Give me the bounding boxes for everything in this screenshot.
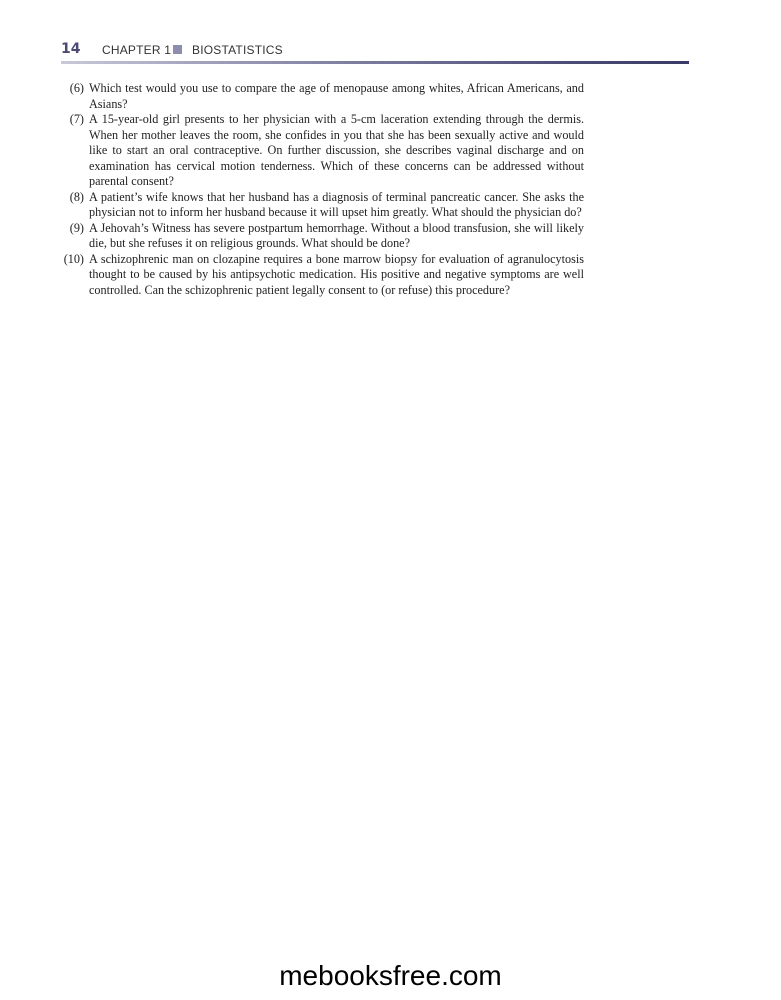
header-rule	[61, 61, 689, 64]
section-label: BIOSTATISTICS	[192, 43, 283, 57]
question-number: (9)	[69, 220, 84, 235]
question-number: (10)	[63, 251, 84, 266]
question-item	[58, 221, 584, 252]
square-bullet-icon	[173, 45, 182, 54]
question-item	[58, 81, 584, 112]
question-item	[58, 190, 584, 221]
running-header	[61, 40, 689, 70]
question-number: (8)	[69, 189, 84, 204]
page-number: 14	[61, 41, 81, 57]
question-text: A Jehovah’s Witness has severe postpartum hemorrhage. Without a blood transfusion, she will likely die, but she refuses it on religious grounds. What should be done?	[89, 220, 584, 250]
question-text: A schizophrenic man on clozapine requires a bone marrow biopsy for evaluation of agranulocytosis thought to be caused by his antipsychotic medication. His positive and negative symptoms are well controlled. Can the schizophrenic patient legally consent to (or refuse) this procedure?	[89, 251, 584, 297]
question-text: A patient’s wife knows that her husband has a diagnosis of terminal pancreatic cancer. She asks the physician not to inform her husband because it will upset him greatly. What should the physician do?	[89, 189, 584, 219]
watermark-text: mebooksfree.com	[279, 960, 502, 991]
question-text: A 15-year-old girl presents to her physician with a 5-cm laceration extending through the dermis. When her mother leaves the room, she confides in you that she has been sexually active and would like to start an oral contraceptive. On further discussion, she describes vaginal discharge and on examination has cervical motion tenderness. Which of these concerns can be addressed without parental consent?	[89, 112, 584, 188]
question-item	[58, 252, 584, 299]
question-item	[58, 112, 584, 190]
question-text: Which test would you use to compare the age of menopause among whites, African Americans, and Asians?	[89, 81, 584, 111]
question-number: (6)	[69, 81, 84, 95]
chapter-label: CHAPTER 1	[102, 43, 172, 57]
question-list	[58, 81, 584, 298]
question-number: (7)	[69, 112, 84, 126]
